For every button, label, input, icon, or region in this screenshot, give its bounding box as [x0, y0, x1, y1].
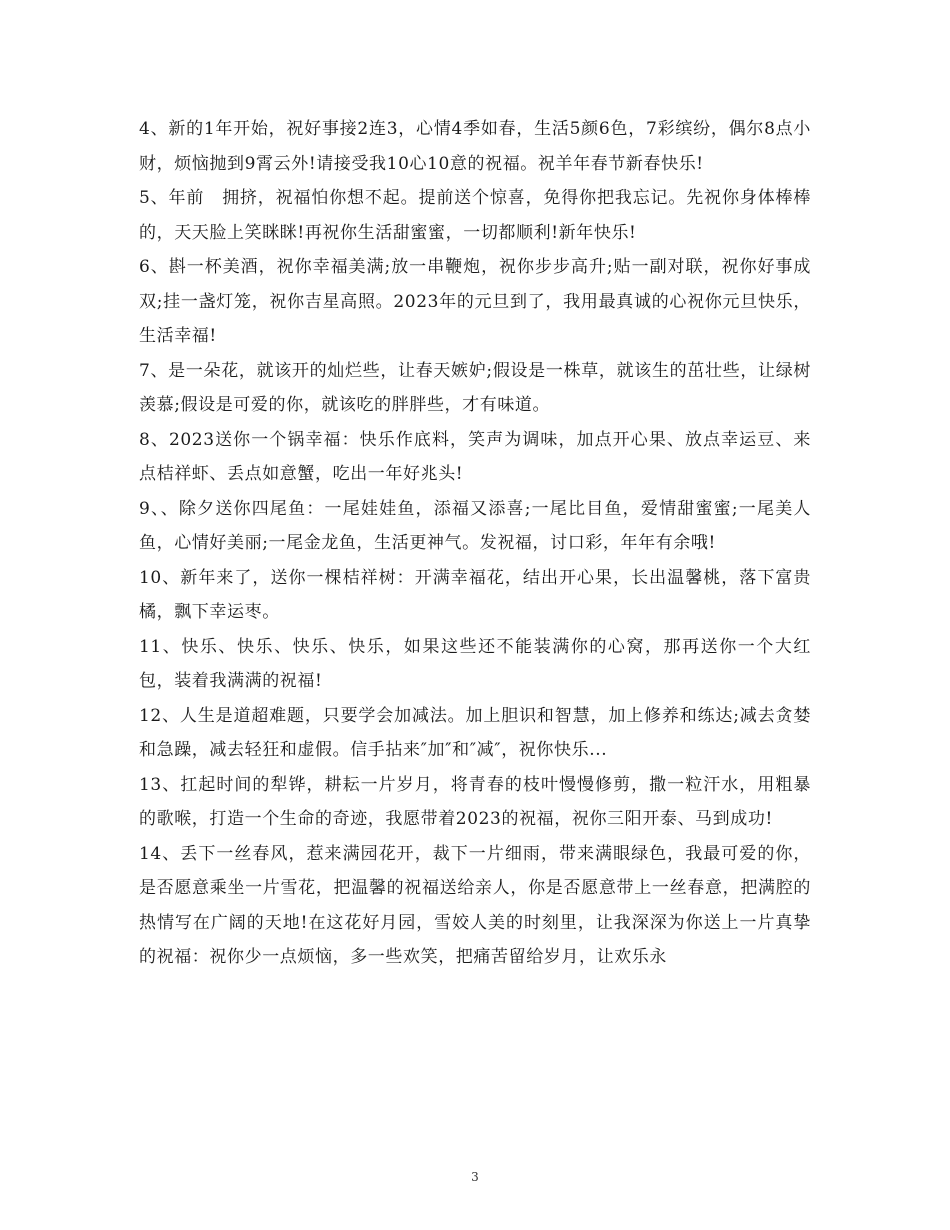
paragraph-10: 10、新年来了，送你一棵桔祥树：开满幸福花，结出开心果，长出温馨桃，落下富贵橘，飘下幸运枣。: [139, 567, 811, 622]
document-body: [139, 112, 811, 975]
paragraph-14: 14、丢下一丝春风，惹来满园花开，裁下一片细雨，带来满眼绿色，我最可爱的你，是否愿意乘坐一片雪花，把温馨的祝福送给亲人，你是否愿意带上一丝春意，把满腔的热情写在广阔的天地!在这花好月园，雪姣人美的时刻里，让我深深为你送上一片真挚的祝福：祝你少一点烦恼，多一些欢笑，把痛苦留给岁月，让欢乐永: [139, 843, 811, 967]
paragraph-4: 4、新的1年开始，祝好事接2连3，心情4季如春，生活5颜6色，7彩缤纷，偶尔8点小财，烦恼抛到9霄云外!请接受我10心10意的祝福。祝羊年春节新春快乐!: [139, 119, 811, 174]
paragraph-9: 9、、除夕送你四尾鱼：一尾娃娃鱼，添福又添喜;一尾比目鱼，爱情甜蜜蜜;一尾美人鱼，心情好美丽;一尾金龙鱼，生活更神气。发祝福，讨口彩，年年有余哦!: [139, 498, 811, 553]
paragraph-5: 5、年前 拥挤，祝福怕你想不起。提前送个惊喜，免得你把我忘记。先祝你身体棒棒的，天天脸上笑眯眯!再祝你生活甜蜜蜜，一切都顺利!新年快乐!: [139, 188, 811, 243]
paragraph-8: 8、2023送你一个锅幸福：快乐作底料，笑声为调味，加点开心果、放点幸运豆、来点桔祥虾、丢点如意蟹，吃出一年好兆头!: [139, 429, 811, 484]
paragraph-12: 12、人生是道超难题，只要学会加减法。加上胆识和智慧，加上修养和练达;减去贪婪和急躁，减去轻狂和虚假。信手拈来″加″和″减″，祝你快乐...: [139, 705, 811, 760]
paragraph-11: 11、快乐、快乐、快乐、快乐，如果这些还不能装满你的心窝，那再送你一个大红包，装着我满满的祝福!: [139, 636, 811, 691]
paragraph-13: 13、扛起时间的犁铧，耕耘一片岁月，将青春的枝叶慢慢修剪，撒一粒汗水，用粗暴的歌喉，打造一个生命的奇迹，我愿带着2023的祝福，祝你三阳开泰、马到成功!: [139, 774, 811, 829]
paragraph-7: 7、是一朵花，就该开的灿烂些，让春天嫉妒;假设是一株草，就该生的茁壮些，让绿树羡慕;假设是可爱的你，就该吃的胖胖些，才有味道。: [139, 360, 811, 415]
page-number: 3: [471, 1170, 479, 1184]
paragraph-6: 6、斟一杯美酒，祝你幸福美满;放一串鞭炮，祝你步步高升;贴一副对联，祝你好事成双;挂一盏灯笼，祝你吉星高照。2023年的元旦到了，我用最真诚的心祝你元旦快乐，生活幸福!: [139, 257, 811, 346]
